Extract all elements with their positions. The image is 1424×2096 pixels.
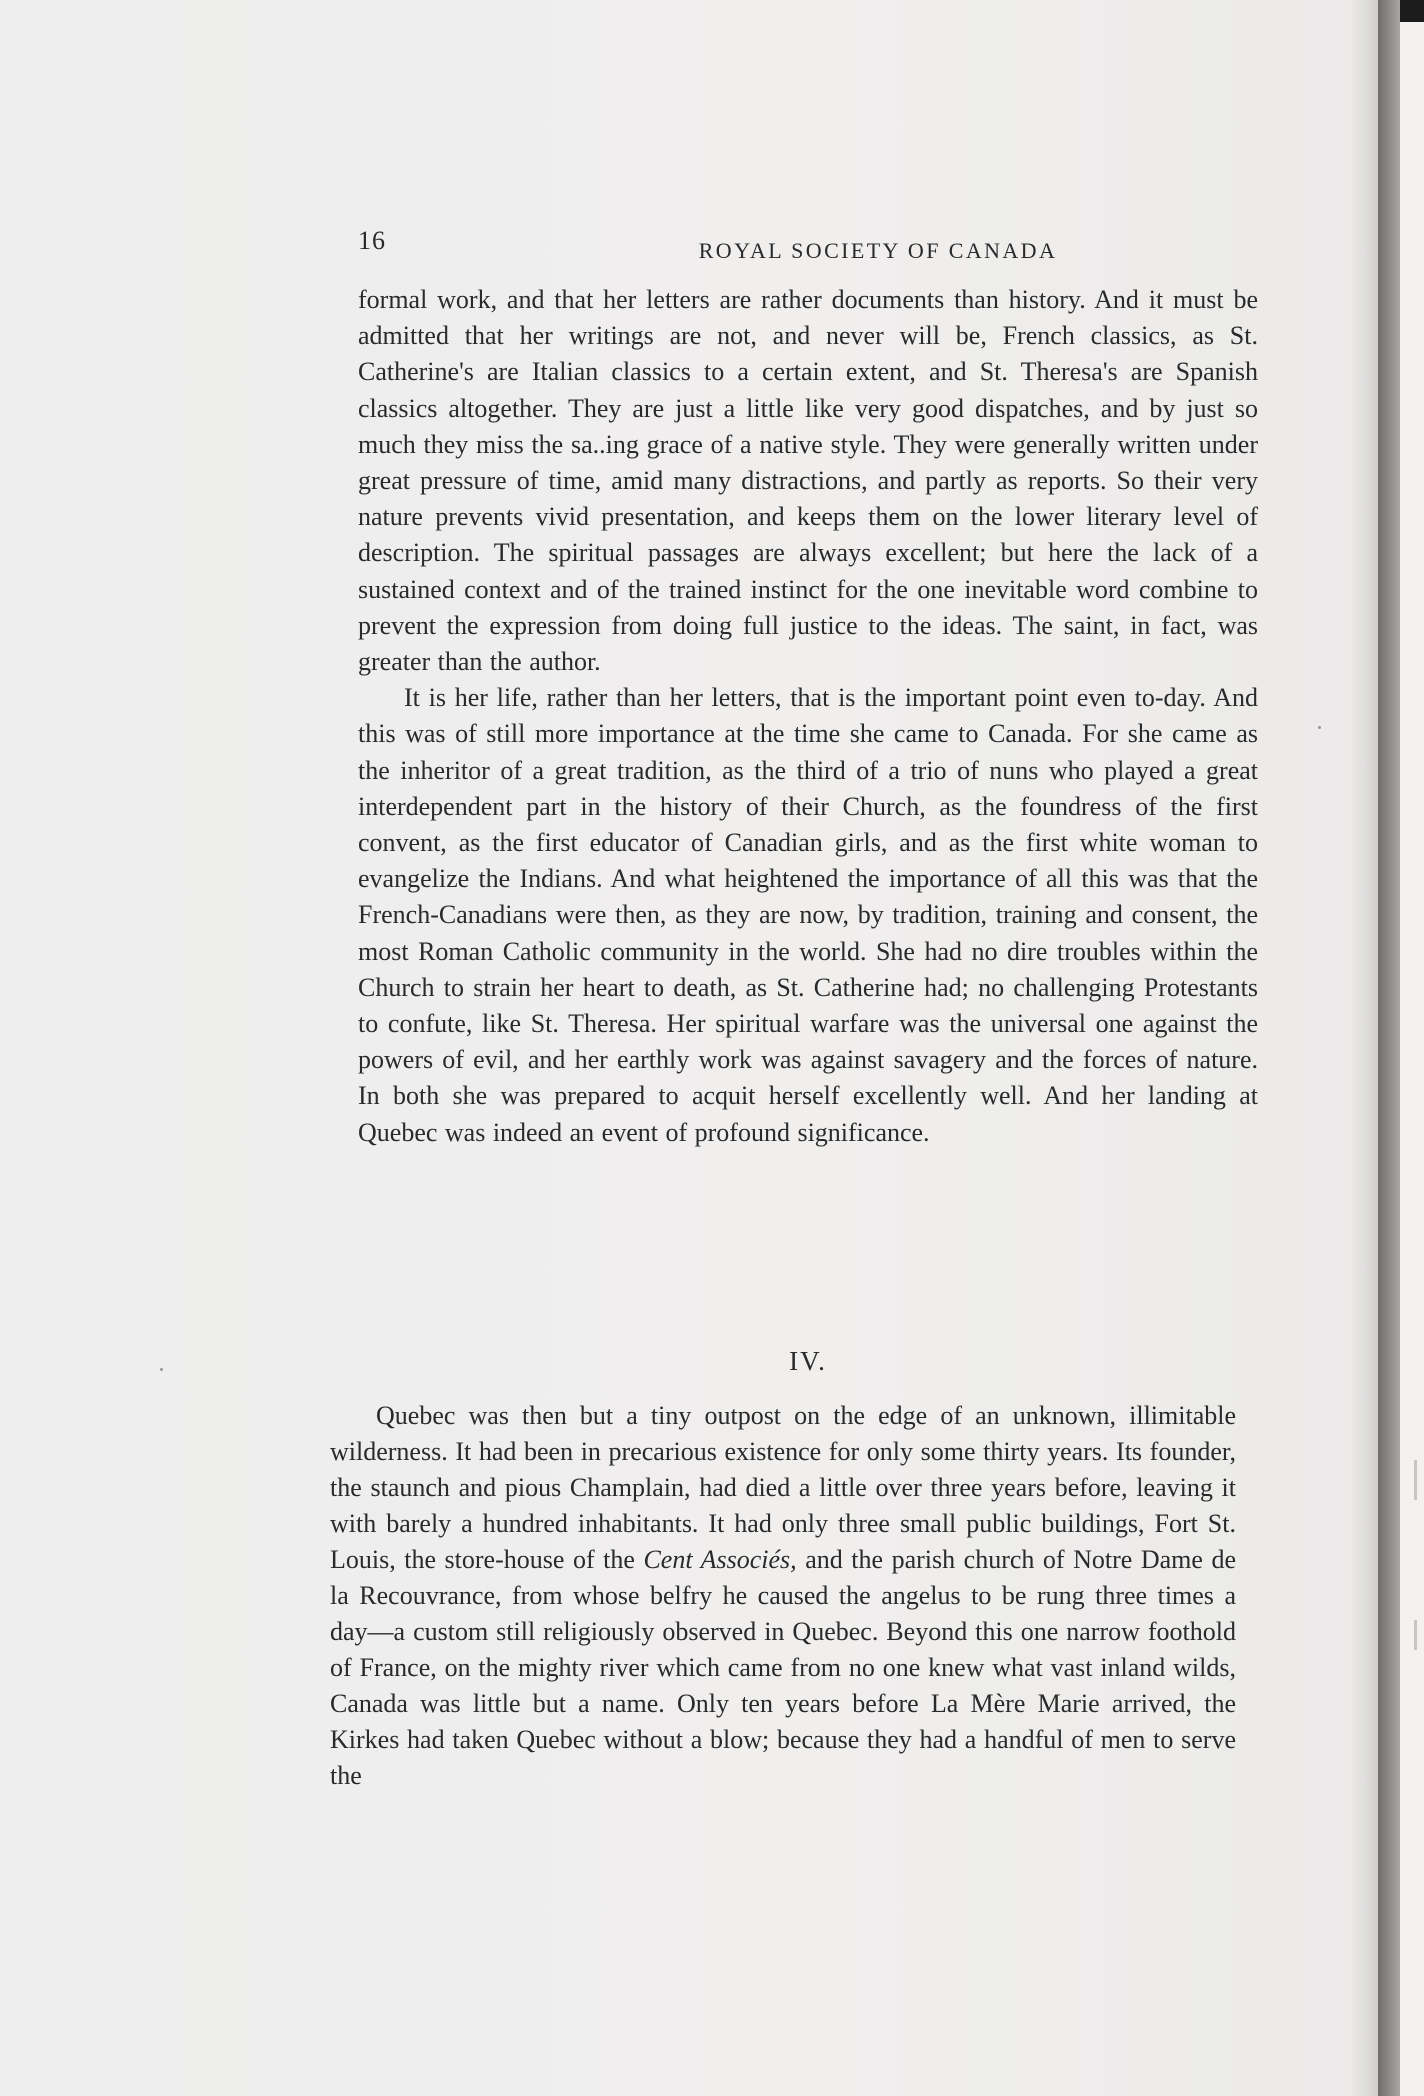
header-title: ROYAL SOCIETY OF CANADA [698, 238, 1058, 263]
paper-speck [160, 1368, 163, 1371]
body-text [358, 282, 1258, 1151]
section-heading: IV. [789, 1346, 827, 1376]
paper-speck [1318, 726, 1321, 729]
paragraph-text: Quebec was then but a tiny outpost on the edge of an unknown, illimitable wilderness. It had been in precarious existence for only some thirty years. Its founder, the staunch and pious Champlain, had died a little over three years before, leaving it with barely a hundred inhabitants. It had only three small public buildings, Fort St. Louis, the store-house of the [330, 1401, 1236, 1574]
paragraph-text: and the parish church of Notre Dame de la Recouvrance, from whose belfry he caused the angelus to be rung three times a day—a custom still religiously observed in Quebec. Beyond this one narrow foothold of France, on the mighty river which came from no one knew what vast inland wilds, Canada was little but a name. Only ten years before La Mère Marie arrived, the Kirkes had taken Quebec without a blow; because they had a handful of men to serve the [330, 1545, 1237, 1790]
paragraph: It is her life, rather than her letters, that is the important point even to-day. And this was of still more importance at the time she came to Canada. For she came as the inheritor of a great tradition, as the third of a trio of nuns who played a great interdependent part in the history of their Church, as the foundress of the first convent, as the first educator of Canadian girls, and as the first white woman to evangelize the Indians. And what heightened the importance of all this was that the French-Canadians were then, as they are now, by tradition, training and consent, the most Roman Catholic community in the world. She had no dire troubles within the Church to strain her heart to death, as St. Catherine had; no challenging Protestants to confute, like St. Theresa. Her spiritual warfare was the universal one against the powers of evil, and her earthly work was against savagery and the forces of nature. In both she was prepared to acquit herself excellently well. And her landing at Quebec was indeed an event of profound significance. [358, 683, 1258, 1147]
page-number: 16 [358, 226, 386, 255]
italic-text: Cent Associés, [643, 1545, 797, 1574]
paragraph [330, 1398, 1236, 1794]
book-binding [1378, 0, 1400, 2096]
page-edge [1400, 0, 1424, 2096]
edge-mark [1414, 1620, 1417, 1650]
paragraph: formal work, and that her letters are rather documents than history. And it must be admitted that her writings are not, and never will be, French classics, as St. Catherine's are Italian classics to a certain extent, and St. Theresa's are Spanish classics altogether. They are just a little like very good dispatches, and by just so much they miss the sa..ing grace of a native style. They were generally written under great pressure of time, amid many distractions, and partly as reports. So their very nature prevents vivid presentation, and keeps them on the lower literary level of description. The spiritual passages are always excellent; but here the lack of a sustained context and of the trained instinct for the one inevitable word combine to prevent the expression from doing full justice to the ideas. The saint, in fact, was greater than the author. [358, 285, 1258, 677]
edge-notch [1400, 0, 1424, 22]
edge-mark [1414, 1460, 1417, 1500]
gutter-shadow [1350, 0, 1378, 2096]
section-body-text [330, 1398, 1236, 1794]
running-head [358, 226, 1258, 266]
